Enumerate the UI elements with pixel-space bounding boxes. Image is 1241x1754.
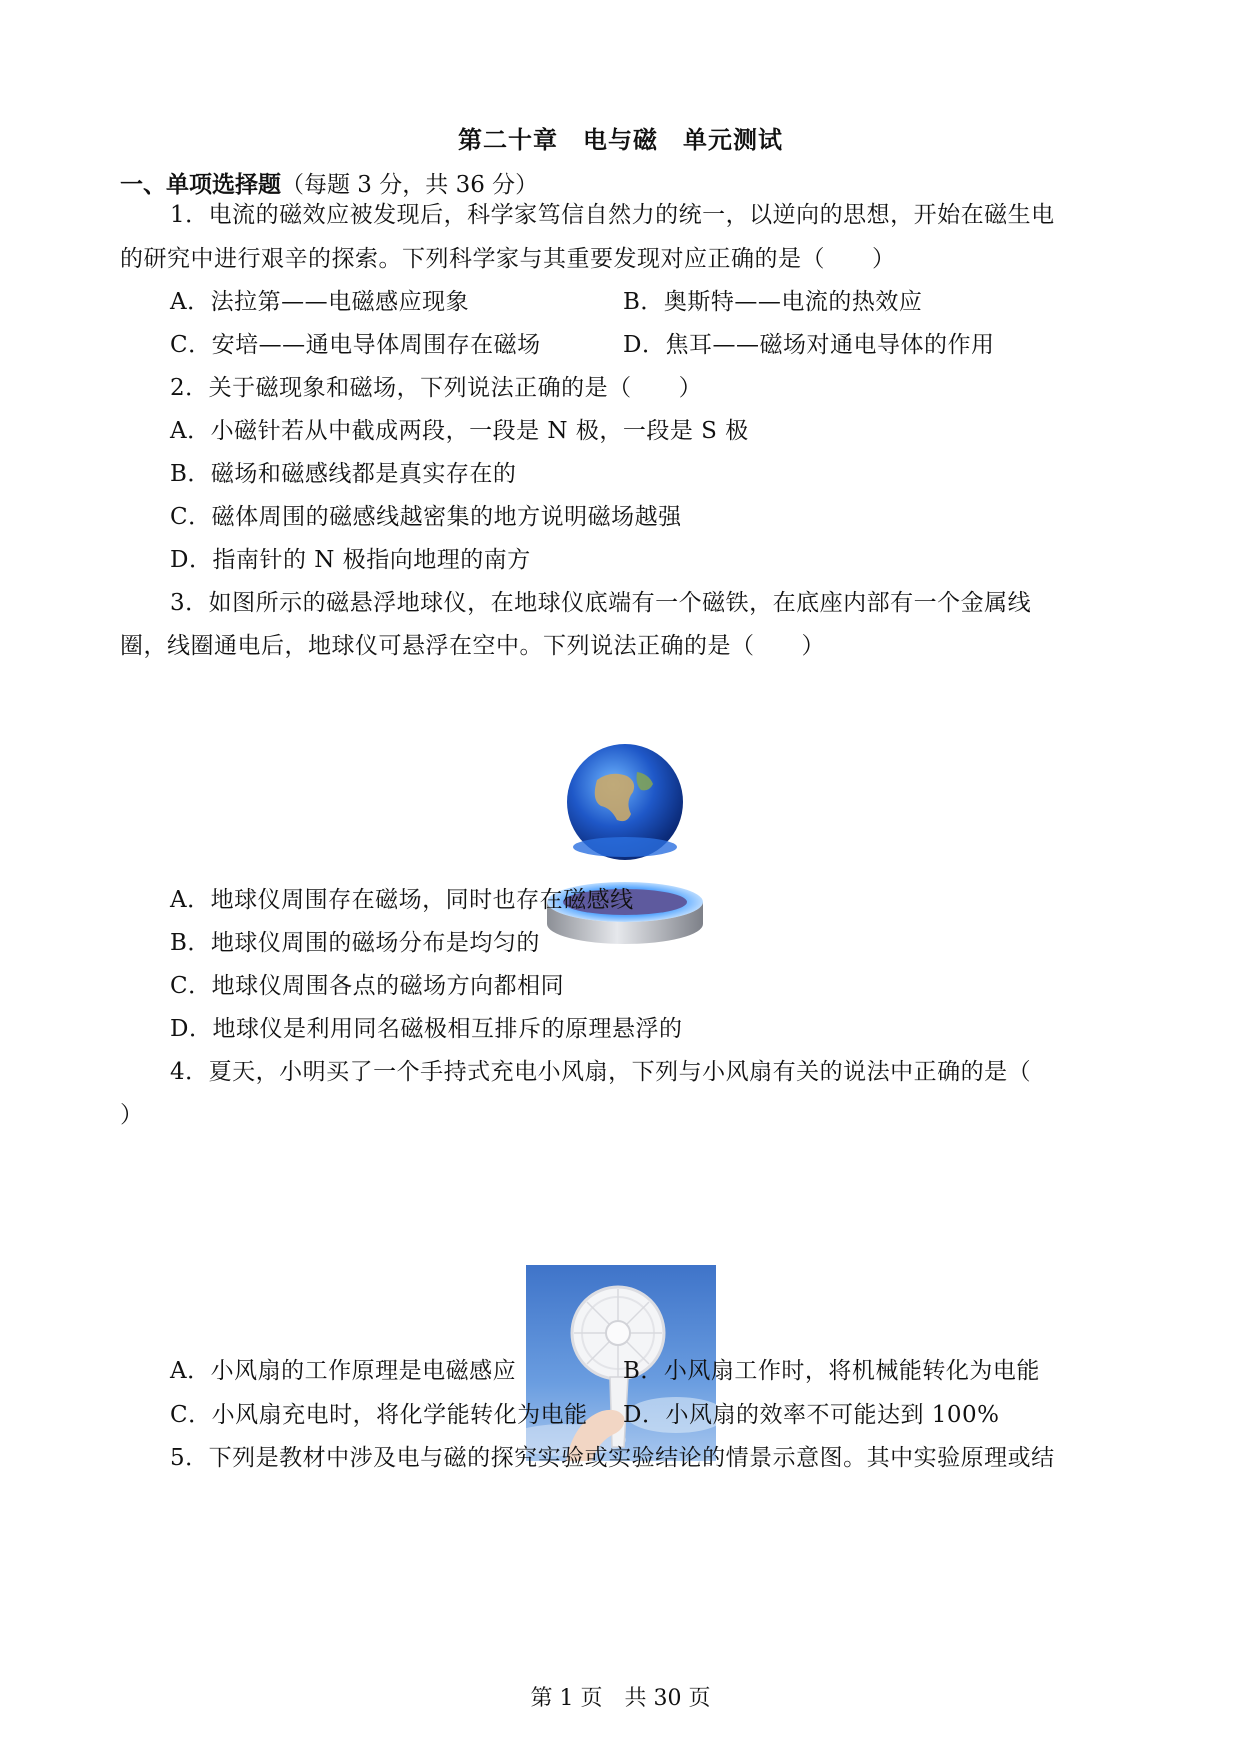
q1-option-c: C．安培——通电导体周围存在磁场: [170, 332, 541, 358]
q3-stem-line2: 圈，线圈通电后，地球仪可悬浮在空中。下列说法正确的是（ ）: [120, 633, 825, 659]
page-footer: 第 1 页 共 30 页: [530, 1686, 711, 1711]
q4-stem-line1: 4．夏天，小明买了一个手持式充电小风扇，下列与小风扇有关的说法中正确的是（: [170, 1059, 1032, 1085]
q1-stem-line2: 的研究中进行艰辛的探索。下列科学家与其重要发现对应正确的是（ ）: [120, 246, 896, 272]
q2-stem: 2．关于磁现象和磁场，下列说法正确的是（ ）: [170, 375, 703, 401]
q4-option-d: D．小风扇的效率不可能达到 100%: [623, 1402, 1000, 1428]
q4-option-a: A．小风扇的工作原理是电磁感应: [170, 1358, 517, 1384]
q3-option-c: C．地球仪周围各点的磁场方向都相同: [170, 973, 565, 999]
maglev-globe-image: [545, 742, 705, 946]
q1-stem-line1: 1．电流的磁效应被发现后，科学家笃信自然力的统一，以逆向的思想，开始在磁生电: [170, 202, 1055, 228]
q5-stem-line1: 5．下列是教材中涉及电与磁的探究实验或实验结论的情景示意图。其中实验原理或结: [170, 1445, 1055, 1471]
q2-option-b: B．磁场和磁感线都是真实存在的: [170, 461, 517, 487]
q2-option-c: C．磁体周围的磁感线越密集的地方说明磁场越强: [170, 504, 682, 530]
q3-option-b: B．地球仪周围的磁场分布是均匀的: [170, 930, 540, 956]
q1-option-b: B．奥斯特——电流的热效应: [623, 289, 923, 315]
page-title: 第二十章 电与磁 单元测试: [458, 125, 783, 154]
q4-option-c: C．小风扇充电时，将化学能转化为电能: [170, 1402, 588, 1428]
section-title: 一、单项选择题: [120, 171, 281, 198]
q2-option-d: D．指南针的 N 极指向地理的南方: [170, 547, 531, 573]
q1-option-d: D．焦耳——磁场对通电导体的作用: [623, 332, 995, 358]
section-note: （每题 3 分，共 36 分）: [281, 172, 539, 198]
q4-stem-line2: ）: [120, 1102, 144, 1128]
q3-stem-line1: 3．如图所示的磁悬浮地球仪，在地球仪底端有一个磁铁，在底座内部有一个金属线: [170, 590, 1032, 616]
q3-option-d: D．地球仪是利用同名磁极相互排斥的原理悬浮的: [170, 1016, 683, 1042]
q1-option-a: A．法拉第——电磁感应现象: [170, 289, 470, 315]
q2-option-a: A．小磁针若从中截成两段，一段是 N 极，一段是 S 极: [170, 418, 749, 444]
section-heading: [120, 166, 538, 199]
q3-option-a: A．地球仪周围存在磁场，同时也存在磁感线: [170, 887, 634, 913]
q4-option-b: B．小风扇工作时，将机械能转化为电能: [623, 1358, 1040, 1384]
